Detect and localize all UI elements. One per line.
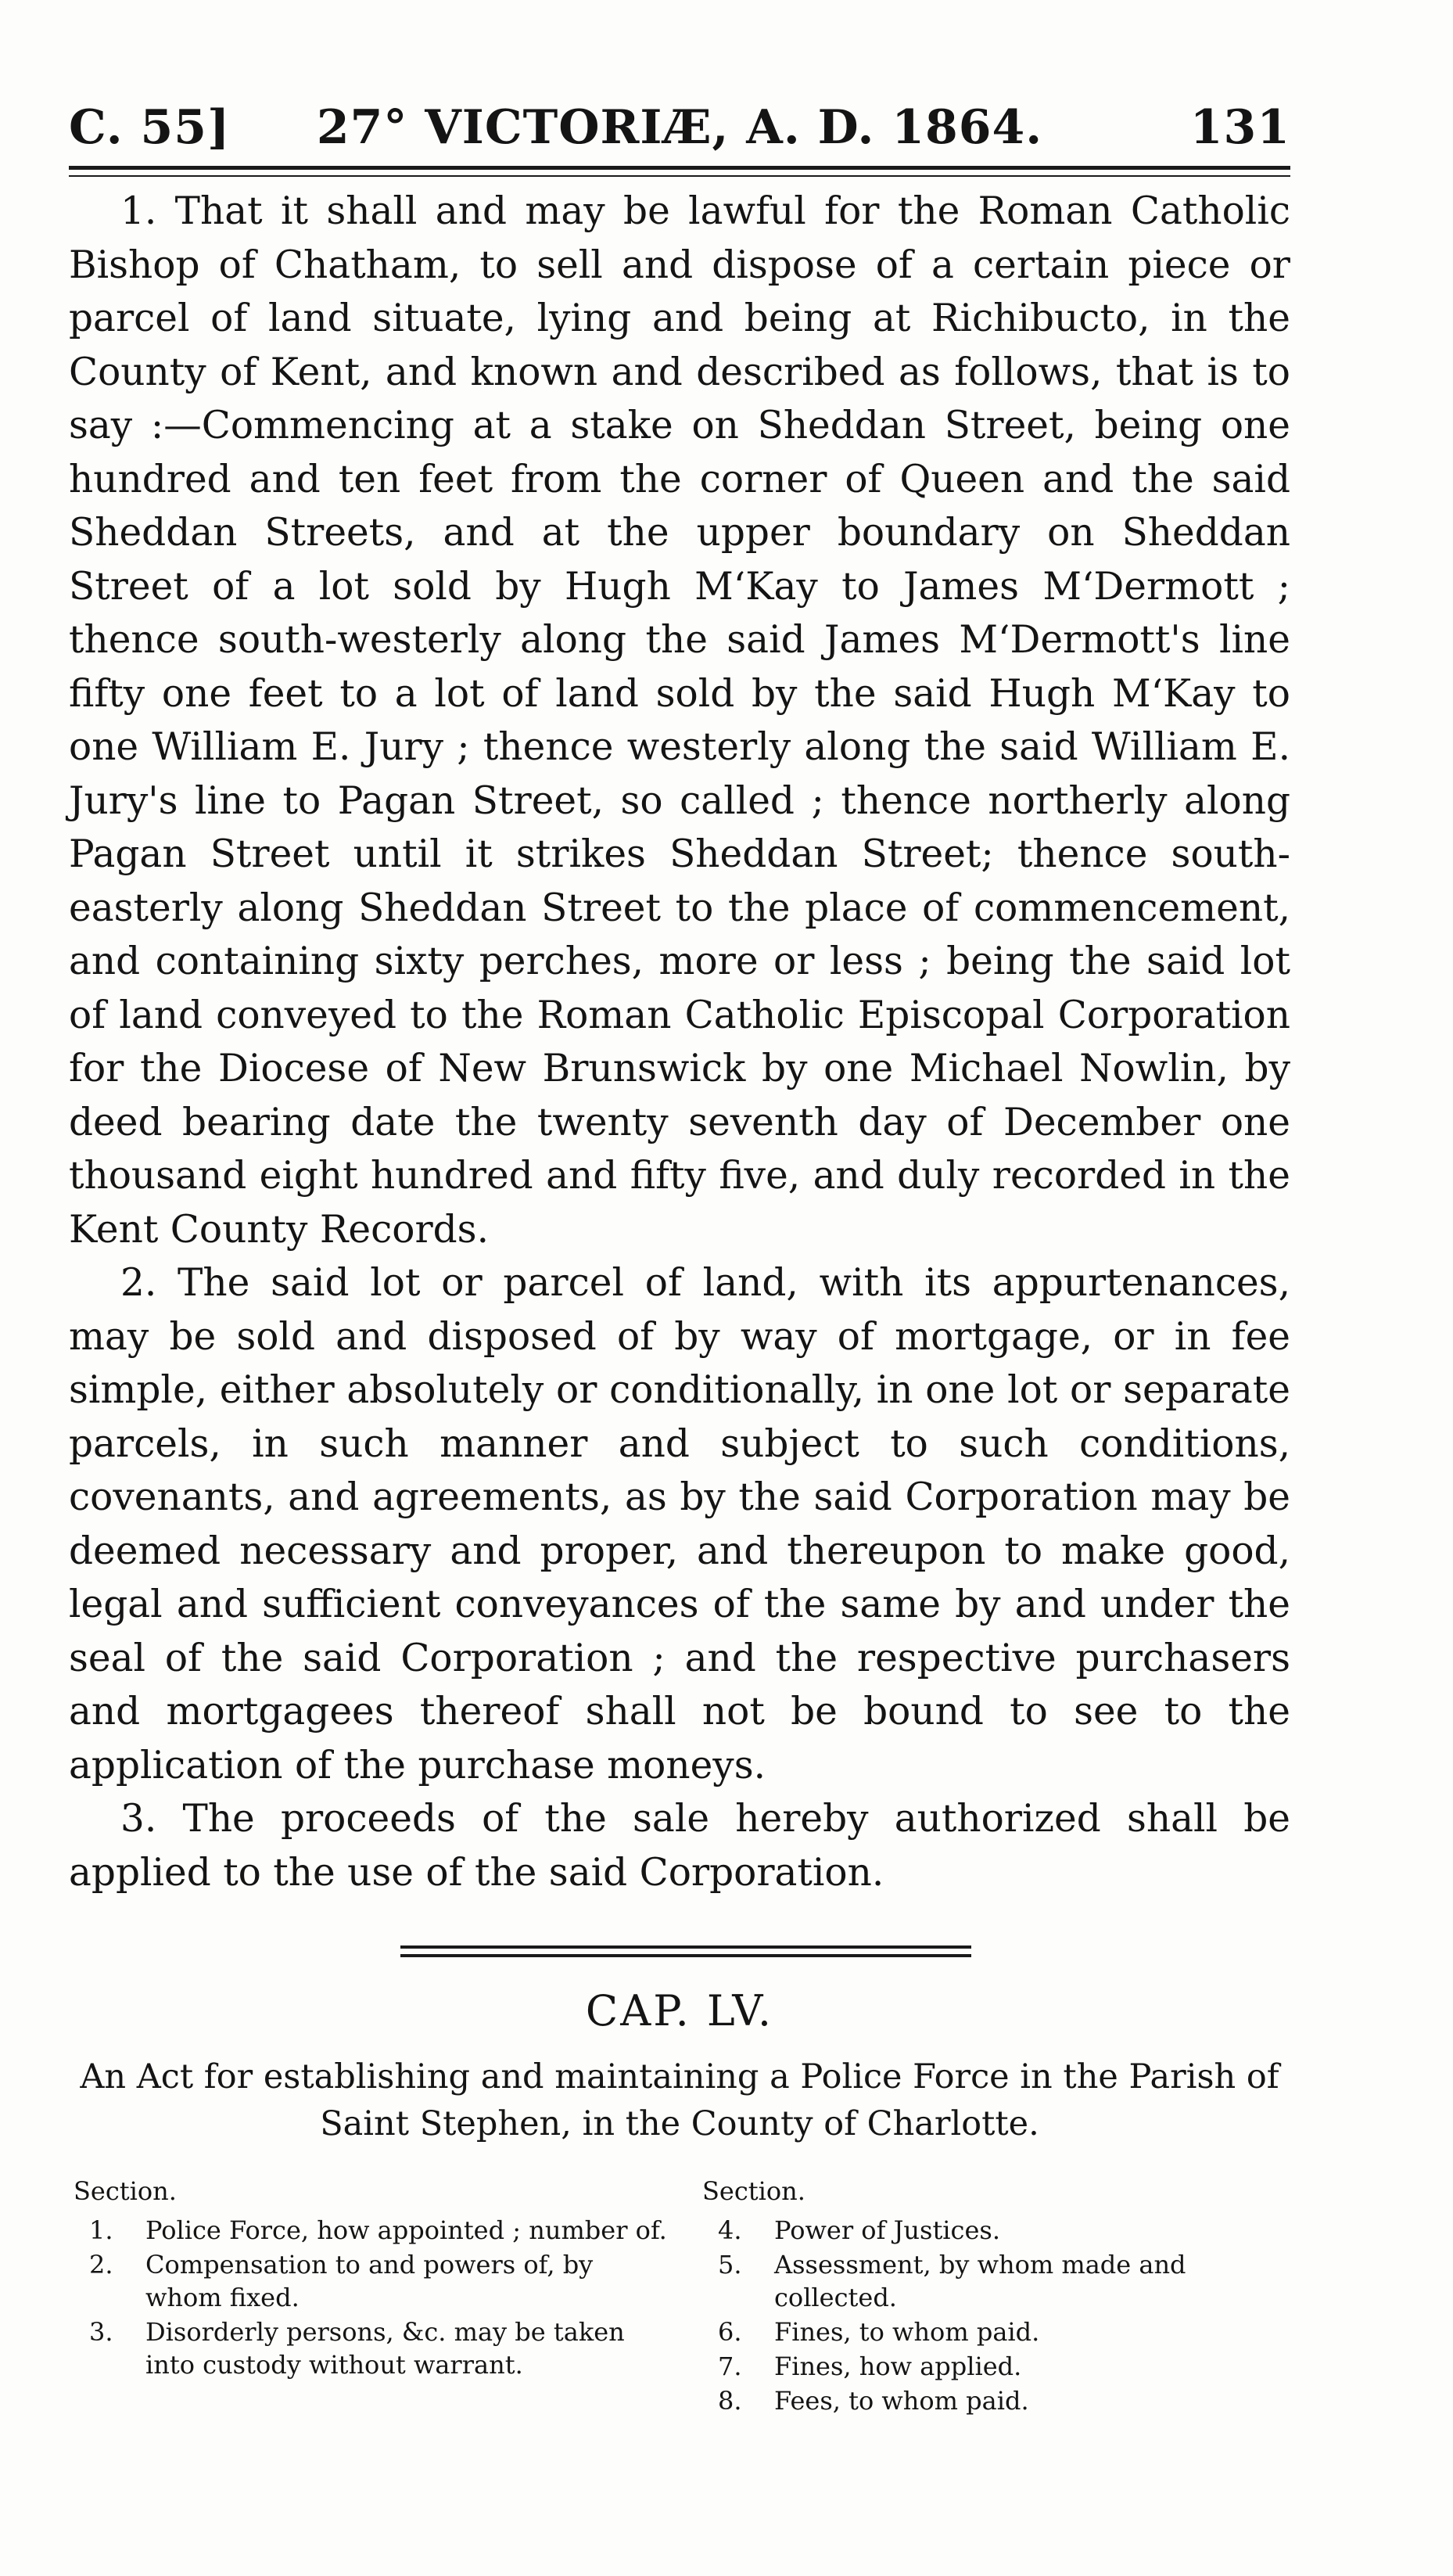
toc-number: 2. (89, 2250, 113, 2280)
toc-text: Fines, to whom paid. (774, 2317, 1040, 2347)
section-heading-left: Section. (74, 2176, 177, 2206)
toc-number: 7. (718, 2351, 742, 2381)
section-divider-bottom (400, 1954, 971, 1957)
toc-number: 3. (89, 2317, 113, 2347)
toc-item (702, 2316, 1297, 2348)
section-paragraph-3: 3. The proceeds of the sale hereby authorized shall be applied to the use of the said Corporation. (69, 1797, 1290, 1895)
toc-number: 4. (718, 2215, 742, 2245)
toc-item (702, 2248, 1297, 2314)
toc-number: 6. (718, 2317, 742, 2347)
toc-item (702, 2350, 1297, 2383)
toc-item (702, 2214, 1297, 2247)
act-body (69, 185, 1290, 1899)
header-rule-thin (69, 175, 1290, 177)
toc-text: Fees, to whom paid. (774, 2386, 1029, 2416)
toc-text: Disorderly persons, &c. may be taken into custody without warrant. (145, 2317, 625, 2380)
cap-title: CAP. LV. (585, 1986, 774, 2035)
header-title: 27° VICTORIÆ, A. D. 1864. (316, 100, 1043, 155)
toc-number: 5. (718, 2250, 742, 2280)
chapter-reference: C. 55] (69, 100, 231, 155)
toc-number: 8. (718, 2386, 742, 2416)
header-rule (69, 166, 1290, 170)
section-heading-right: Section. (702, 2176, 805, 2206)
toc-text: Assessment, by whom made and collected. (774, 2250, 1186, 2312)
toc-item (702, 2384, 1297, 2417)
section-paragraph-1: 1. That it shall and may be lawful for the Roman Catholic Bishop of Chatham, to sell and dispose of a certain piece or parcel of land situate, lying and being at Richibucto, in the County of Kent, and known and described as follows, that is to say :—Commencing at a stake on Sheddan Street, being one hundred and ten feet from the corner of Queen and the said Sheddan Streets, and at the upper boundary on Sheddan Street of a lot sold by Hugh M‘Kay to James M‘Dermott ; thence south-westerly along the said James M‘Dermott's line fifty one feet to a lot of land sold by the said Hugh M‘Kay to one William E. Jury ; thence westerly along the said William E. Jury's line to Pagan Street, so called ; thence northerly along Pagan Street until it strikes Sheddan Street; thence south-easterly along Sheddan Street to the place of commencement, and containing sixty perches, more or less ; being the said lot of land conveyed to the Roman Catholic Episcopal Corporation for the Diocese of New Brunswick by one Michael Nowlin, by deed bearing date the twenty seventh day of December one thousand eight hundred and fifty five, and duly recorded in the Kent County Records. (69, 189, 1290, 1252)
toc-item (74, 2214, 676, 2247)
toc-item (74, 2248, 676, 2314)
toc-text: Police Force, how appointed ; number of. (145, 2215, 667, 2245)
section-index-right (702, 2175, 1297, 2419)
toc-text: Fines, how applied. (774, 2351, 1022, 2381)
toc-item (74, 2316, 676, 2381)
toc-text: Power of Justices. (774, 2215, 1000, 2245)
section-paragraph-2: 2. The said lot or parcel of land, with its appurtenances, may be sold and disposed of by way of mortgage, or in fee simple, either absolutely or conditionally, in one lot or separate parcels, in such manner and subject to such conditions, covenants, and agreements, as by the said Corporation may be deemed necessary and proper, and thereupon to make good, legal and sufficient conveyances of the same by and under the seal of the said Corporation ; and the respective purchasers and mortgagees thereof shall not be bound to see to the application of the purchase moneys. (69, 1261, 1290, 1787)
toc-text: Compensation to and powers of, by whom fixed. (145, 2250, 594, 2312)
running-header (69, 92, 1290, 163)
document-page (69, 0, 1290, 2576)
section-divider-top (400, 1945, 971, 1949)
toc-number: 1. (89, 2215, 113, 2245)
page-number: 131 (1189, 100, 1290, 155)
section-index-left (74, 2175, 676, 2383)
act-title: An Act for establishing and maintaining a Police Force in the Parish of Saint Stephen, in the County of Charlotte. (80, 2057, 1279, 2143)
